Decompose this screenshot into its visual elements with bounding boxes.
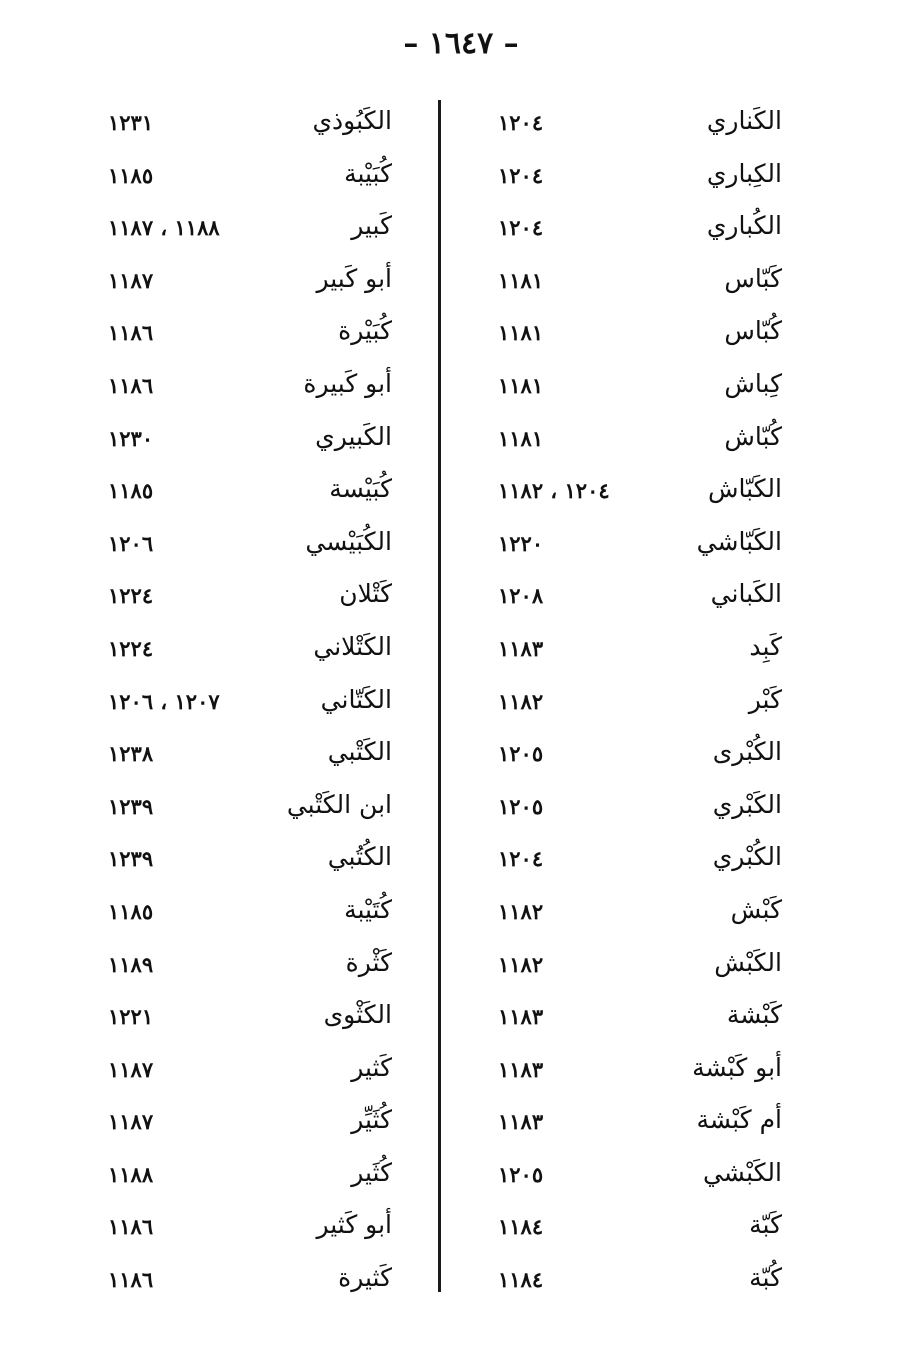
entry-page-ref: ١١٨٨: [108, 1161, 154, 1187]
entry-page-ref: ١٢٣١: [108, 110, 154, 135]
entry-name: الكَبّاشي: [696, 526, 782, 556]
column-divider: [438, 100, 441, 1292]
entry-name: كُتَيْبة: [344, 894, 392, 924]
entry-name: الكُبْري: [712, 842, 782, 872]
entry-page-ref: ١١٨٧: [108, 1109, 154, 1135]
entry-page-ref: ١٢٢١: [108, 1004, 154, 1030]
index-entry: [490, 889, 790, 942]
entry-name: كَبْر: [748, 684, 782, 714]
entry-name: الكُبْرى: [712, 737, 782, 767]
entry-name: أم كَبْشة: [696, 1105, 782, 1135]
index-entry: [100, 468, 400, 521]
entry-page-ref: ١١٨٦: [108, 320, 154, 346]
index-entry: [490, 731, 790, 784]
entry-page-ref: ١٢٠٥: [498, 793, 544, 819]
entry-page-ref: ١١٨٥: [108, 898, 154, 924]
index-entry: [100, 836, 400, 889]
index-entry: [100, 416, 400, 469]
entry-page-ref: ١١٨١: [498, 425, 544, 451]
entry-page-ref: ١٢٣٩: [108, 793, 154, 819]
entry-name: كَبّة: [749, 1210, 782, 1240]
entry-name: ابن الكَتْبي: [286, 789, 392, 819]
entry-name: الكَناري: [706, 106, 782, 135]
entry-name: كُبّاش: [724, 421, 782, 451]
index-entry: [490, 310, 790, 363]
entry-page-ref: ١٢٠٥: [498, 741, 544, 767]
index-entry: [100, 1099, 400, 1152]
index-entry: [490, 836, 790, 889]
entry-name: أبو كَبيرة: [303, 368, 392, 398]
entry-name: كَتْلان: [339, 579, 392, 609]
entry-page-ref: ١٢٣٠: [108, 425, 154, 451]
entry-page-ref: ١٢٠٧ ، ١٢٠٦: [108, 688, 220, 714]
index-entry: [100, 1204, 400, 1257]
entry-page-ref: ١٢٠٤: [498, 110, 544, 135]
index-entry: [100, 679, 400, 732]
entry-page-ref: ١٢٣٨: [108, 741, 154, 767]
index-entry: [100, 310, 400, 363]
index-entry: [100, 1152, 400, 1205]
entry-name: كُبَيْبة: [344, 158, 392, 188]
entry-page-ref: ١١٨٢: [498, 951, 544, 977]
entry-name: كُبَيْسة: [329, 474, 392, 504]
entry-page-ref: ١٢٠٤: [498, 162, 544, 188]
entry-page-ref: ١١٨٧: [108, 1056, 154, 1082]
right-index-column: [490, 100, 790, 1293]
entry-page-ref: ١٢٠٤ ، ١١٨٢: [498, 478, 610, 504]
entry-name: الكَتْلاني: [313, 631, 392, 661]
entry-page-ref: ١١٨١: [498, 267, 544, 293]
entry-name: أبو كَبير: [316, 263, 392, 293]
index-entry: [490, 1257, 790, 1310]
index-entry: [490, 258, 790, 311]
entry-page-ref: ١١٨٥: [108, 478, 154, 504]
entry-name: كُبّة: [749, 1263, 782, 1293]
entry-page-ref: ١١٨٧: [108, 267, 154, 293]
entry-name: كَبِد: [749, 631, 782, 661]
index-entry: [100, 573, 400, 626]
entry-page-ref: ١٢٠٨: [498, 583, 544, 609]
entry-page-ref: ١٢٢٤: [108, 635, 154, 661]
entry-page-ref: ١٢٢٤: [108, 583, 154, 609]
index-entry: [490, 942, 790, 995]
entry-name: كُثَير: [351, 1157, 392, 1187]
index-entry: [100, 994, 400, 1047]
index-entry: [490, 468, 790, 521]
index-entry: [490, 1047, 790, 1100]
entry-name: كَبْشة: [726, 1000, 782, 1030]
index-entry: [100, 205, 400, 258]
entry-name: كَبير: [351, 211, 392, 241]
index-entry: [490, 521, 790, 574]
index-entry: [490, 205, 790, 258]
entry-name: كَبْش: [730, 894, 782, 924]
index-entry: [100, 258, 400, 311]
index-entry: [100, 784, 400, 837]
index-entry: [490, 1204, 790, 1257]
entry-page-ref: ١١٨٣: [498, 635, 544, 661]
entry-page-ref: ١٢٠٤: [498, 215, 544, 241]
entry-page-ref: ١١٨٣: [498, 1056, 544, 1082]
entry-name: كُبَيْرة: [338, 316, 392, 346]
entry-page-ref: ١١٨٢: [498, 898, 544, 924]
index-entry: [490, 784, 790, 837]
entry-name: الكِباري: [706, 158, 782, 188]
entry-name: الكَثْوى: [323, 1000, 392, 1030]
entry-name: الكَبْشي: [702, 1157, 782, 1187]
entry-page-ref: ١١٨١: [498, 372, 544, 398]
entry-page-ref: ١٢٠٥: [498, 1161, 544, 1187]
page-number: – ١٦٤٧ –: [403, 26, 519, 61]
entry-name: الكَبْش: [714, 947, 782, 977]
index-entry: [490, 679, 790, 732]
index-entry: [490, 1099, 790, 1152]
entry-page-ref: ١١٨٦: [108, 1267, 154, 1293]
index-entry: [100, 363, 400, 416]
entry-page-ref: ١١٨٨ ، ١١٨٧: [108, 215, 220, 241]
entry-page-ref: ١١٨٩: [108, 951, 154, 977]
entry-name: كَثير: [351, 1052, 392, 1082]
index-entry: [100, 942, 400, 995]
entry-page-ref: ١٢٠٤: [498, 846, 544, 872]
index-entry: [490, 626, 790, 679]
entry-name: كُبّاس: [724, 316, 782, 346]
entry-name: كِباش: [724, 368, 782, 398]
index-entry: [100, 1047, 400, 1100]
entry-name: الكُباري: [706, 211, 782, 241]
entry-name: الكَبْري: [712, 789, 782, 819]
index-entry: [490, 100, 790, 153]
entry-name: كَبّاس: [724, 263, 782, 293]
entry-page-ref: ١١٨٢: [498, 688, 544, 714]
index-entry: [100, 1257, 400, 1310]
entry-page-ref: ١١٨٦: [108, 1214, 154, 1240]
entry-name: الكَبّاش: [707, 474, 782, 504]
entry-page-ref: ١١٨١: [498, 320, 544, 346]
index-entry: [490, 363, 790, 416]
entry-name: كُثَيِّر: [351, 1105, 392, 1135]
entry-name: الكُتُبي: [327, 842, 392, 872]
entry-page-ref: ١٢٢٠: [498, 530, 544, 556]
index-entry: [100, 626, 400, 679]
index-entry: [490, 994, 790, 1047]
index-entry: [490, 1152, 790, 1205]
entry-page-ref: ١٢٠٦: [108, 530, 154, 556]
index-entry: [100, 731, 400, 784]
entry-name: أبو كَثير: [316, 1210, 392, 1240]
entry-page-ref: ١١٨٥: [108, 162, 154, 188]
entry-page-ref: ١١٨٦: [108, 372, 154, 398]
entry-name: الكَبُوذي: [312, 106, 392, 135]
entry-name: الكَتّاني: [320, 684, 392, 714]
entry-name: كَثْرة: [345, 947, 392, 977]
entry-page-ref: ١٢٣٩: [108, 846, 154, 872]
entry-name: الكَتْبي: [327, 737, 392, 767]
entry-page-ref: ١١٨٣: [498, 1004, 544, 1030]
index-entry: [100, 100, 400, 153]
entry-page-ref: ١١٨٤: [498, 1214, 544, 1240]
entry-name: الكَبيري: [315, 421, 392, 451]
entry-name: أبو كَبْشة: [692, 1052, 782, 1082]
entry-name: كَثيرة: [338, 1263, 392, 1293]
entry-page-ref: ١١٨٣: [498, 1109, 544, 1135]
index-entry: [100, 889, 400, 942]
index-entry: [490, 416, 790, 469]
index-entry: [490, 573, 790, 626]
entry-page-ref: ١١٨٤: [498, 1267, 544, 1293]
index-entry: [490, 153, 790, 206]
left-index-column: [100, 100, 400, 1293]
entry-name: الكُبَيْسي: [305, 526, 392, 556]
entry-name: الكَباني: [710, 579, 782, 609]
index-entry: [100, 153, 400, 206]
index-entry: [100, 521, 400, 574]
